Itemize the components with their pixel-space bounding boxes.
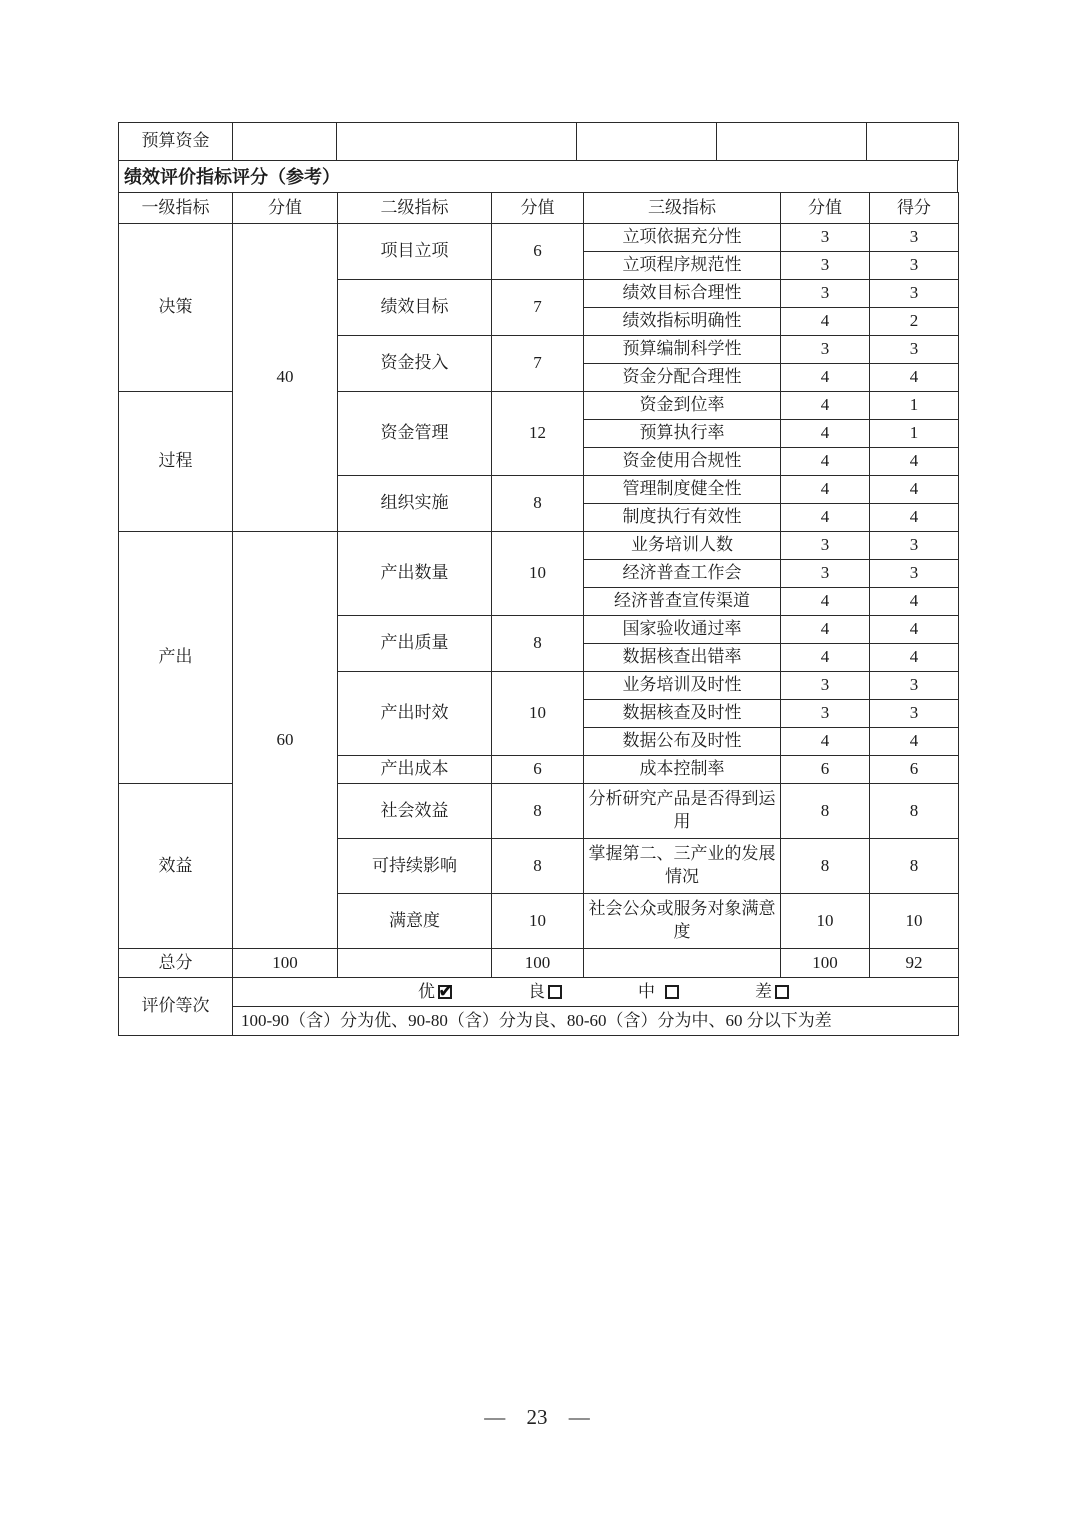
level3-score-cell: 3 xyxy=(781,532,870,560)
total-level2-score: 100 xyxy=(492,949,584,978)
total-row xyxy=(119,949,959,978)
grade-options-cell xyxy=(233,978,959,1007)
total-level1-score: 100 xyxy=(233,949,338,978)
earned-score-cell: 6 xyxy=(870,756,959,784)
level3-score-cell: 4 xyxy=(781,448,870,476)
earned-score-cell: 8 xyxy=(870,784,959,839)
level2-score-cell: 8 xyxy=(492,839,584,894)
level3-score-cell: 4 xyxy=(781,308,870,336)
earned-score-cell: 3 xyxy=(870,560,959,588)
earned-score-cell: 4 xyxy=(870,504,959,532)
earned-score-cell: 3 xyxy=(870,672,959,700)
level3-score-cell: 8 xyxy=(781,784,870,839)
level3-indicator-cell: 国家验收通过率 xyxy=(584,616,781,644)
table-block xyxy=(118,122,958,1036)
total-earned-score: 92 xyxy=(870,949,959,978)
earned-score-cell: 3 xyxy=(870,532,959,560)
level3-score-cell: 4 xyxy=(781,616,870,644)
earned-score-cell: 1 xyxy=(870,392,959,420)
level3-indicator-cell: 成本控制率 xyxy=(584,756,781,784)
budget-funds-label: 预算资金 xyxy=(119,123,233,161)
column-header: 分值 xyxy=(781,193,870,224)
table-row xyxy=(119,532,959,560)
header-row xyxy=(119,193,959,224)
level3-indicator-cell: 制度执行有效性 xyxy=(584,504,781,532)
level3-score-cell: 3 xyxy=(781,252,870,280)
earned-score-cell: 4 xyxy=(870,644,959,672)
earned-score-cell: 4 xyxy=(870,616,959,644)
budget-funds-empty-cell xyxy=(717,123,867,161)
level2-score-cell: 10 xyxy=(492,672,584,756)
checkbox-icon xyxy=(548,985,562,999)
level3-score-cell: 8 xyxy=(781,839,870,894)
level2-score-cell: 10 xyxy=(492,894,584,949)
level3-score-cell: 4 xyxy=(781,728,870,756)
level1-indicator-cell: 产出 xyxy=(119,532,233,784)
level3-score-cell: 4 xyxy=(781,420,870,448)
level3-indicator-cell: 掌握第二、三产业的发展情况 xyxy=(584,839,781,894)
level2-score-cell: 8 xyxy=(492,616,584,672)
column-header: 三级指标 xyxy=(584,193,781,224)
level1-indicator-cell: 决策 xyxy=(119,224,233,392)
level2-indicator-cell: 可持续影响 xyxy=(338,839,492,894)
level3-indicator-cell: 数据核查出错率 xyxy=(584,644,781,672)
earned-score-cell: 1 xyxy=(870,420,959,448)
table-row xyxy=(119,123,959,161)
earned-score-cell: 8 xyxy=(870,839,959,894)
level3-score-cell: 3 xyxy=(781,700,870,728)
level3-indicator-cell: 分析研究产品是否得到运用 xyxy=(584,784,781,839)
total-empty-cell xyxy=(584,949,781,978)
grade-option-excellent xyxy=(418,981,452,1004)
level2-score-cell: 8 xyxy=(492,784,584,839)
earned-score-cell: 4 xyxy=(870,364,959,392)
level3-score-cell: 4 xyxy=(781,588,870,616)
earned-score-cell: 3 xyxy=(870,252,959,280)
level3-indicator-cell: 立项依据充分性 xyxy=(584,224,781,252)
earned-score-cell: 3 xyxy=(870,700,959,728)
grade-option-label: 差 xyxy=(755,981,772,1001)
grade-option-label: 优 xyxy=(418,981,435,1001)
level3-score-cell: 4 xyxy=(781,644,870,672)
earned-score-cell: 4 xyxy=(870,476,959,504)
level1-indicator-cell: 过程 xyxy=(119,392,233,532)
grade-label: 评价等次 xyxy=(119,978,233,1036)
level3-score-cell: 4 xyxy=(781,392,870,420)
budget-funds-empty-cell xyxy=(233,123,337,161)
level2-score-cell: 7 xyxy=(492,336,584,392)
grade-note-row xyxy=(119,1007,959,1036)
level3-score-cell: 6 xyxy=(781,756,870,784)
level1-score-cell: 60 xyxy=(233,532,338,949)
level3-indicator-cell: 资金分配合理性 xyxy=(584,364,781,392)
earned-score-cell: 4 xyxy=(870,448,959,476)
level3-indicator-cell: 数据公布及时性 xyxy=(584,728,781,756)
level2-indicator-cell: 资金管理 xyxy=(338,392,492,476)
level2-indicator-cell: 产出成本 xyxy=(338,756,492,784)
level3-indicator-cell: 资金到位率 xyxy=(584,392,781,420)
budget-funds-table xyxy=(118,122,959,161)
level2-indicator-cell: 组织实施 xyxy=(338,476,492,532)
grade-options xyxy=(235,981,956,1004)
level1-indicator-cell: 效益 xyxy=(119,784,233,949)
page-number: — 23 — xyxy=(484,1405,590,1429)
level3-score-cell: 3 xyxy=(781,560,870,588)
level2-score-cell: 7 xyxy=(492,280,584,336)
earned-score-cell: 3 xyxy=(870,224,959,252)
level3-indicator-cell: 绩效指标明确性 xyxy=(584,308,781,336)
earned-score-cell: 3 xyxy=(870,280,959,308)
level2-score-cell: 12 xyxy=(492,392,584,476)
grade-note: 100-90（含）分为优、90-80（含）分为良、80-60（含）分为中、60 分以下为差 xyxy=(233,1007,959,1036)
level2-indicator-cell: 产出质量 xyxy=(338,616,492,672)
earned-score-cell: 4 xyxy=(870,728,959,756)
level3-indicator-cell: 绩效目标合理性 xyxy=(584,280,781,308)
budget-funds-empty-cell xyxy=(577,123,717,161)
section-title: 绩效评价指标评分（参考） xyxy=(118,160,958,193)
total-empty-cell xyxy=(338,949,492,978)
checkbox-checked-icon xyxy=(438,985,452,999)
level2-score-cell: 6 xyxy=(492,224,584,280)
column-header: 一级指标 xyxy=(119,193,233,224)
level3-indicator-cell: 预算编制科学性 xyxy=(584,336,781,364)
level2-indicator-cell: 资金投入 xyxy=(338,336,492,392)
level2-score-cell: 10 xyxy=(492,532,584,616)
earned-score-cell: 3 xyxy=(870,336,959,364)
level3-indicator-cell: 数据核查及时性 xyxy=(584,700,781,728)
level2-indicator-cell: 产出数量 xyxy=(338,532,492,616)
budget-funds-empty-cell xyxy=(337,123,577,161)
level2-indicator-cell: 绩效目标 xyxy=(338,280,492,336)
level3-score-cell: 4 xyxy=(781,476,870,504)
column-header: 分值 xyxy=(492,193,584,224)
total-level3-score: 100 xyxy=(781,949,870,978)
earned-score-cell: 10 xyxy=(870,894,959,949)
checkbox-icon xyxy=(665,985,679,999)
level3-score-cell: 10 xyxy=(781,894,870,949)
budget-funds-empty-cell xyxy=(867,123,959,161)
total-label: 总分 xyxy=(119,949,233,978)
level3-indicator-cell: 经济普查宣传渠道 xyxy=(584,588,781,616)
grade-option-medium xyxy=(638,981,679,1004)
grade-option-label: 中 xyxy=(638,981,655,1001)
grade-option-label: 良 xyxy=(528,981,545,1001)
grade-option-good xyxy=(528,981,562,1004)
level2-indicator-cell: 产出时效 xyxy=(338,672,492,756)
level3-indicator-cell: 立项程序规范性 xyxy=(584,252,781,280)
level3-indicator-cell: 资金使用合规性 xyxy=(584,448,781,476)
level2-indicator-cell: 项目立项 xyxy=(338,224,492,280)
level3-indicator-cell: 业务培训人数 xyxy=(584,532,781,560)
checkbox-icon xyxy=(775,985,789,999)
level2-indicator-cell: 社会效益 xyxy=(338,784,492,839)
table-row xyxy=(119,224,959,252)
level3-indicator-cell: 预算执行率 xyxy=(584,420,781,448)
level3-score-cell: 3 xyxy=(781,672,870,700)
level1-score-cell: 40 xyxy=(233,224,338,532)
level3-score-cell: 3 xyxy=(781,280,870,308)
level3-score-cell: 3 xyxy=(781,224,870,252)
level3-indicator-cell: 经济普查工作会 xyxy=(584,560,781,588)
level3-score-cell: 3 xyxy=(781,336,870,364)
level2-score-cell: 8 xyxy=(492,476,584,532)
level3-indicator-cell: 管理制度健全性 xyxy=(584,476,781,504)
grade-checkbox-row xyxy=(119,978,959,1007)
performance-indicator-table xyxy=(118,192,959,1036)
level3-indicator-cell: 业务培训及时性 xyxy=(584,672,781,700)
level3-indicator-cell: 社会公众或服务对象满意度 xyxy=(584,894,781,949)
level2-indicator-cell: 满意度 xyxy=(338,894,492,949)
column-header: 分值 xyxy=(233,193,338,224)
earned-score-cell: 2 xyxy=(870,308,959,336)
level3-score-cell: 4 xyxy=(781,364,870,392)
level3-score-cell: 4 xyxy=(781,504,870,532)
earned-score-cell: 4 xyxy=(870,588,959,616)
column-header: 得分 xyxy=(870,193,959,224)
column-header: 二级指标 xyxy=(338,193,492,224)
level2-score-cell: 6 xyxy=(492,756,584,784)
grade-option-poor xyxy=(755,981,789,1004)
